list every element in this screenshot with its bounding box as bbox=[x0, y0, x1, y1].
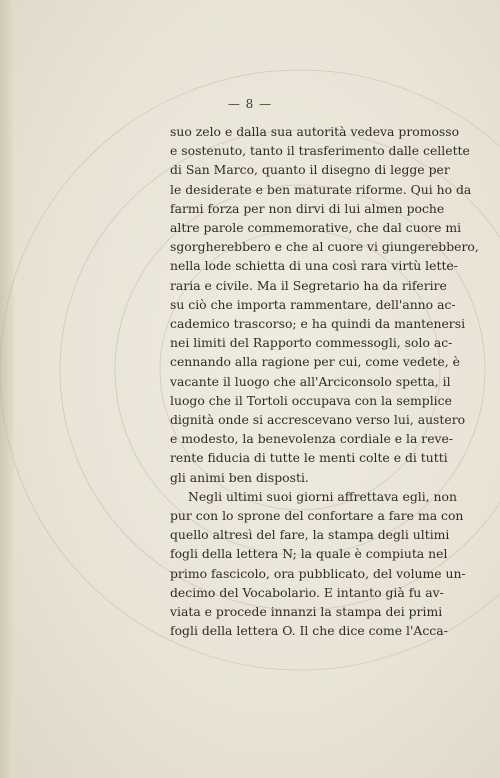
text-line: decimo del Vocabolario. E intanto già fu av- bbox=[170, 584, 444, 600]
text-line: cademico trascorso; e ha quindi da mantenersi bbox=[170, 316, 466, 332]
text-line: le desiderate e ben maturate riforme. Qui ho da bbox=[170, 181, 472, 197]
text-line: vacante il luogo che all'Arciconsolo spetta, il bbox=[170, 373, 451, 389]
text-line: nella lode schietta di una così rara virtù lette- bbox=[170, 258, 458, 274]
text-line: farmi forza per non dirvi di lui almen poche bbox=[170, 200, 445, 216]
page-number: — 8 — bbox=[227, 97, 273, 111]
text-line: luogo che il Tortoli occupava con la semplice bbox=[170, 392, 452, 408]
text-line: pur con lo sprone del confortare a fare ma con bbox=[170, 508, 464, 524]
text-line: viata e procede innanzi la stampa dei primi bbox=[170, 604, 443, 620]
text-line: suo zelo e dalla sua autorità vedeva promosso bbox=[170, 124, 460, 139]
text-line: rente fiducia di tutte le menti colte e di tutti bbox=[170, 450, 448, 466]
text-line: e sostenuto, tanto il trasferimento dalle cellette bbox=[170, 143, 470, 159]
text-line: dignità onde si accrescevano verso lui, austero bbox=[170, 412, 466, 428]
text-line: fogli della lettera O. Il che dice come l'Acca- bbox=[170, 623, 448, 639]
text-line: cennando alla ragione per cui, come vedete, è bbox=[170, 354, 460, 370]
text-line: primo fascicolo, ora pubblicato, del volume un- bbox=[170, 565, 466, 581]
text-line: nei limiti del Rapporto commessogli, solo ac- bbox=[170, 335, 453, 351]
page-binding-edge bbox=[0, 0, 14, 778]
text-line: gli animi ben disposti. bbox=[170, 469, 309, 485]
text-line: di San Marco, quanto il disegno di legge per bbox=[170, 162, 450, 178]
body-text bbox=[170, 122, 479, 640]
text-line: e modesto, la benevolenza cordiale e la reve- bbox=[170, 431, 454, 447]
text-line: fogli della lettera N; la quale è compiuta nel bbox=[170, 546, 448, 562]
text-line: Negli ultimi suoi giorni affrettava egli, non bbox=[188, 488, 457, 504]
text-line: raria e civile. Ma il Segretario ha da riferire bbox=[170, 277, 447, 293]
text-line: altre parole commemorative, che dal cuore mi bbox=[170, 220, 462, 236]
text-line: quello altresì del fare, la stampa degli ultimi bbox=[170, 527, 450, 543]
text-line: su ciò che importa rammentare, dell'anno ac- bbox=[170, 296, 456, 312]
text-line: sgorgherebbero e che al cuore vi giungerebbero, bbox=[170, 239, 479, 255]
